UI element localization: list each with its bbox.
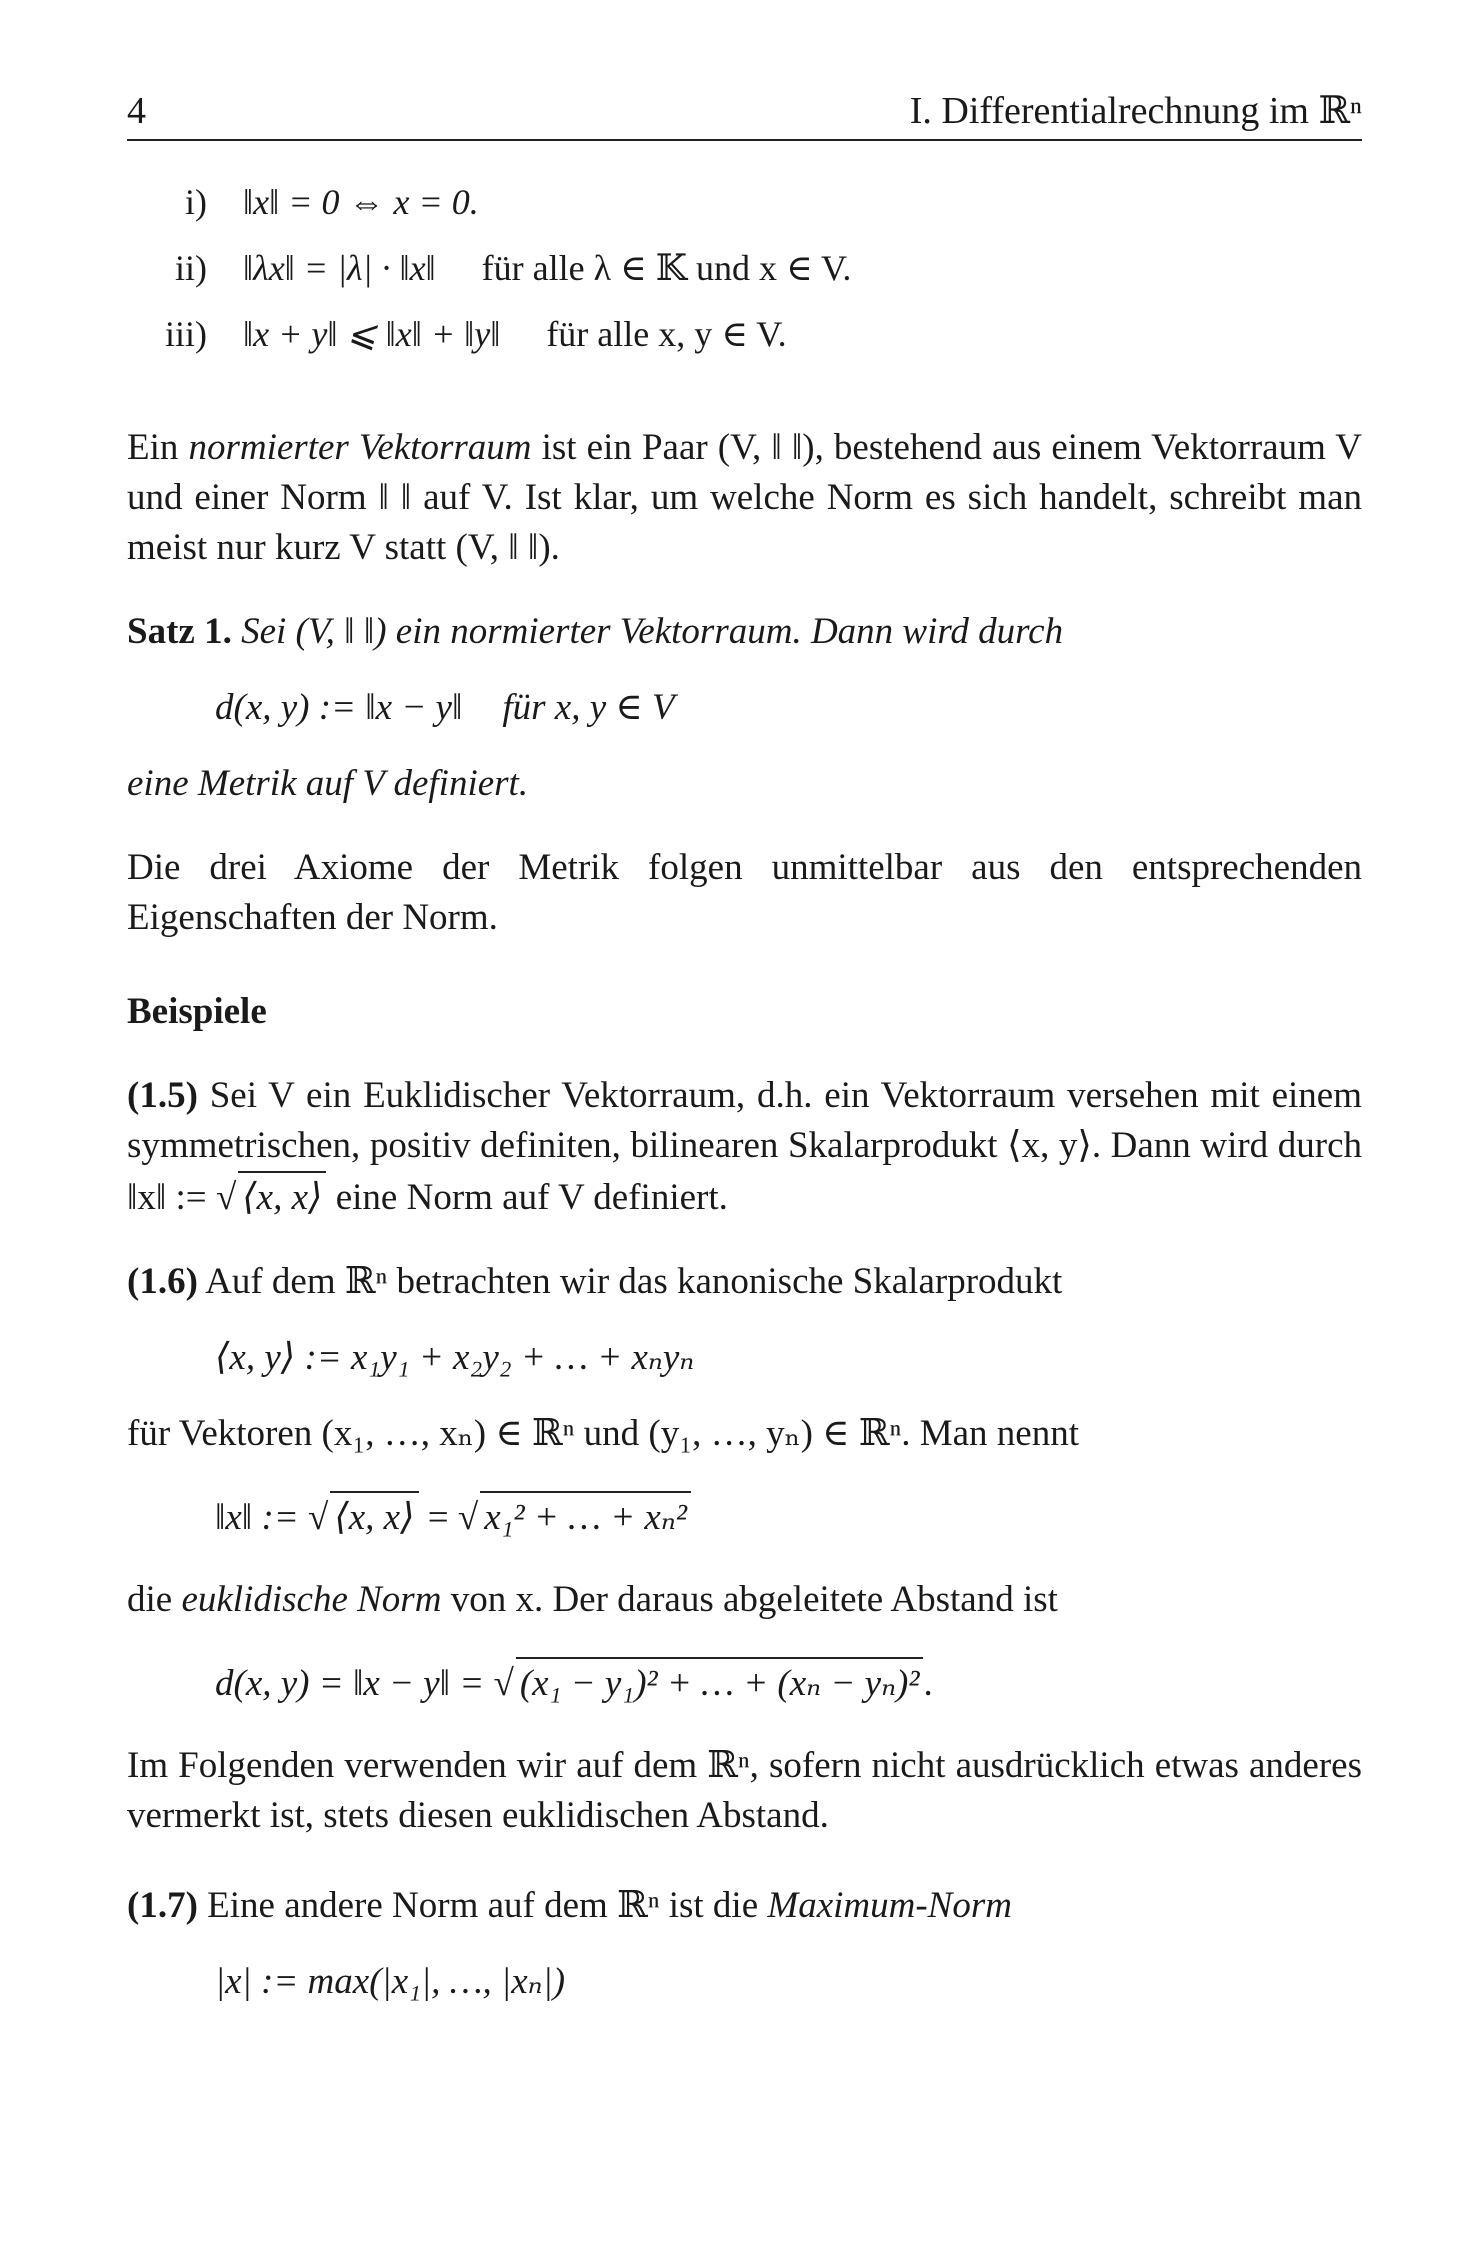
euclidean-distance-formula: d(x, y) = ‖x − y‖ = √ (x₁ − y₁)² + … + (xₙ − yₙ)² . [215,1657,1362,1709]
euclidean-norm-name: die euklidische Norm von x. Der daraus abgeleitete Abstand ist [127,1579,1058,1620]
theorem-conclusion: eine Metrik auf V definiert. [127,763,529,804]
theorem-formula: d(x, y) := ‖x − y‖ für x, y ∈ V [215,687,675,728]
axiom-label: iii) [165,314,207,354]
definition-paragraph: Ein normierter Vektorraum ist ein Paar (V, ‖ ‖), bestehend aus einem Vektorraum V und einer Norm ‖ ‖ auf V. Ist klar, um welche Norm es sich handelt, schreibt man meist nur kurz V statt (V, ‖ ‖). [127,427,1362,568]
norm-axioms [127,181,1362,379]
example-1-6-closing: Im Folgenden verwenden wir auf dem ℝⁿ, sofern nicht ausdrücklich etwas anderes vermerkt ist, stets diesen euklidischen Abstand. [127,1745,1362,1836]
axiom-formula: ‖x‖ = 0 ⇔ x = 0. [243,182,479,222]
theorem-statement: Satz 1. Sei (V, ‖ ‖) ein normierter Vektorraum. Dann wird durch [127,611,1064,652]
example-1-7: (1.7) Eine andere Norm auf dem ℝⁿ ist die Maximum-Norm [127,1885,1012,1926]
axiom-formula: ‖λx‖ = |λ| · ‖x‖ [243,248,436,288]
example-1-6-intro: (1.6) Auf dem ℝⁿ betrachten wir das kanonische Skalarprodukt [127,1261,1063,1302]
euclidean-norm-formula: ‖x‖ := √ ⟨x, x⟩ = √ x₁² + … + xₙ² [215,1491,1362,1543]
example-label: (1.6) [127,1261,198,1302]
defined-term: euklidische Norm [181,1579,442,1620]
example-label: (1.7) [127,1885,198,1926]
running-header [127,88,1362,141]
page-number: 4 [127,90,146,132]
chapter-title: I. Differentialrechnung im ℝⁿ [909,90,1362,132]
proof-note: Die drei Axiome der Metrik folgen unmittelbar aus den entsprechenden Eigenschaften der Norm. [127,847,1362,938]
vectors-text: für Vektoren (x₁, …, xₙ) ∈ ℝⁿ und (y₁, …, yₙ) ∈ ℝⁿ. Man nennt [127,1413,1079,1454]
defined-term: normierter Vektorraum [188,427,532,468]
defined-term: Maximum-Norm [767,1885,1012,1926]
axiom-i [127,181,1362,247]
theorem-label: Satz 1. [127,611,232,652]
axiom-formula: ‖x + y‖ ⩽ ‖x‖ + ‖y‖ [243,314,501,354]
axiom-label: i) [185,182,207,222]
scalar-product-formula: ⟨x, y⟩ := x₁y₁ + x₂y₂ + … + xₙyₙ [215,1337,695,1378]
book-page [127,88,1362,2033]
example-label: (1.5) [127,1075,198,1116]
axiom-iii [127,313,1362,379]
axiom-ii [127,247,1362,313]
axiom-label: ii) [175,248,207,288]
maximum-norm-formula: |x| := max(|x₁|, …, |xₙ|) [215,1961,566,2002]
example-1-5: (1.5) Sei V ein Euklidischer Vektorraum, d.h. ein Vektorraum versehen mit einem symmetrischen, positiv definiten, bilinearen Skalarprodukt ⟨x, y⟩. Dann wird durch ‖x‖ := √ ⟨x, x⟩ eine Norm auf V definiert. [127,1071,1362,1223]
examples-heading: Beispiele [127,991,267,1032]
axiom-condition: für alle λ ∈ 𝕂 und x ∈ V. [481,248,852,288]
axiom-condition: für alle x, y ∈ V. [546,314,787,354]
